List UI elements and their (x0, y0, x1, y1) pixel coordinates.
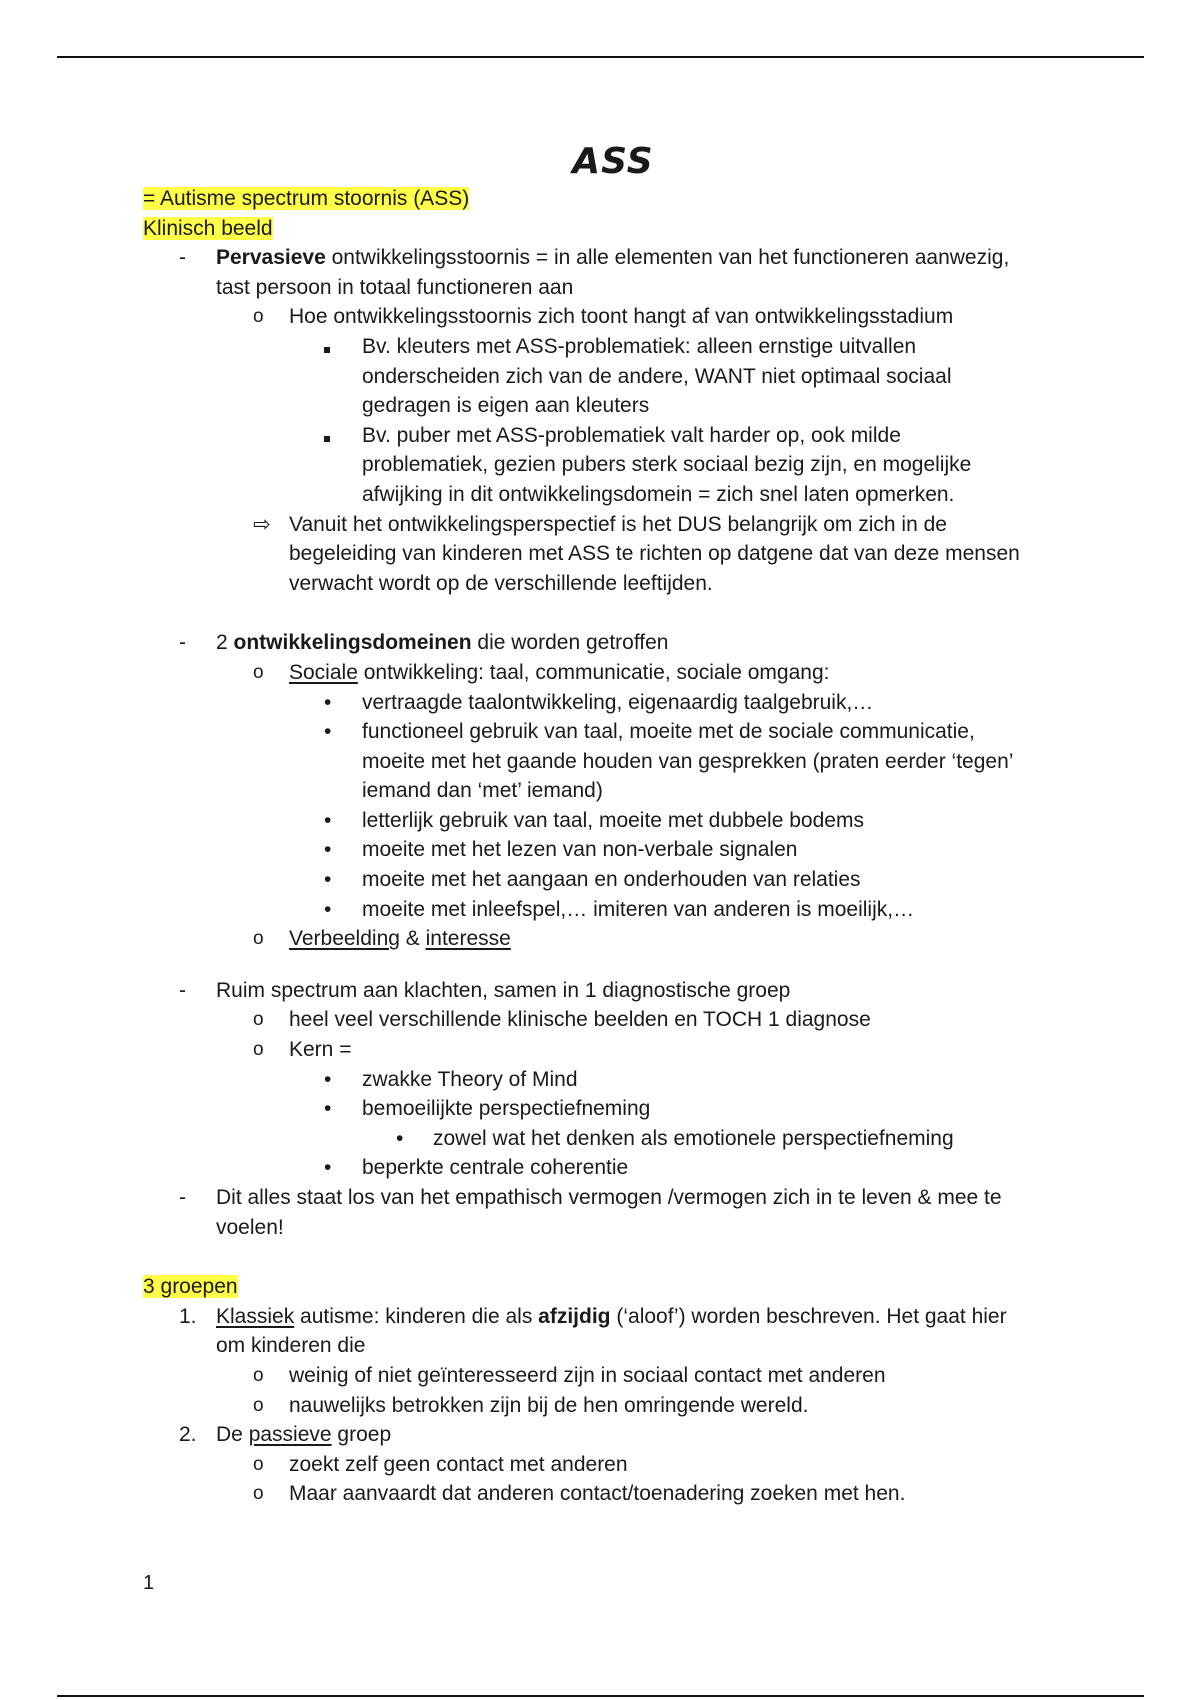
list-item: • functioneel gebruik van taal, moeite met de sociale communicatie, moeite met het gaande houden van gesprekken (praten eerder ‘tegen’ iemand dan ‘met’ iemand) (143, 717, 1063, 806)
bullet-icon: • (324, 1156, 332, 1180)
list-item: o Verbeelding & interesse (143, 924, 1063, 954)
list-item: • beperkte centrale coherentie (143, 1153, 1063, 1183)
list-item: o Maar aanvaardt dat anderen contact/toenadering zoeken met hen. (143, 1479, 1063, 1509)
definition-line: = Autisme spectrum stoornis (ASS) (143, 187, 470, 210)
list-item: - Pervasieve ontwikkelingsstoornis = in alle elementen van het functioneren aanwezig, (143, 243, 1063, 273)
bullet-icon: • (324, 1097, 332, 1121)
square-bullet-icon (324, 421, 330, 451)
list-item: • bemoeilijkte perspectiefneming (143, 1094, 1063, 1124)
circle-bullet-icon: o (253, 1364, 264, 1386)
list-item: o nauwelijks betrokken zijn bij de hen omringende wereld. (143, 1391, 1063, 1421)
section-heading-klinisch-beeld: Klinisch beeld (143, 216, 273, 240)
list-item: • zwakke Theory of Mind (143, 1065, 1063, 1095)
dash-marker: - (179, 246, 186, 270)
page-number: 1 (143, 1572, 155, 1594)
footer-rule (57, 1695, 1144, 1697)
list-item: o Sociale ontwikkeling: taal, communicatie, sociale omgang: (143, 658, 1063, 688)
numbered-item: 2. De passieve groep (179, 1423, 392, 1447)
square-bullet-icon (324, 332, 330, 362)
bullet-icon: • (324, 720, 332, 744)
section-heading-3-groepen: 3 groepen (143, 1275, 238, 1299)
bullet-icon: • (324, 690, 332, 714)
circle-bullet-icon: o (253, 1039, 264, 1061)
circle-bullet-icon: o (253, 928, 264, 950)
list-item: - 2 ontwikkelingsdomeinen die worden getroffen (143, 628, 1063, 658)
list-item: • moeite met het aangaan en onderhouden van relaties (143, 865, 1063, 895)
list-item: • vertraagde taalontwikkeling, eigenaardig taalgebruik,… (143, 688, 1063, 718)
list-item: - Dit alles staat los van het empathisch vermogen /vermogen zich in te leven & mee te voelen! (143, 1183, 1063, 1242)
list-item: • moeite met het lezen van non-verbale signalen (143, 835, 1063, 865)
document-body: ASS = Autisme spectrum stoornis (ASS) Klinisch beeld - Pervasieve ontwikkelingsstoornis = in alle elementen van het functioneren aanwezig, tast persoon in totaal functioneren aan o Hoe ontwikkelingsstoornis zich toont hangt af van ontwikkelingsstadium Bv. kleuters met ASS-problematiek: alleen ernstige uitvallen onderscheiden zich van de andere, WANT niet optimaal sociaal gedragen is eigen aan kleuters Bv. puber met ASS-problematiek valt harder op, ook milde problematiek, gezien pubers sterk sociaal bezig zijn, en mogelijke afwijking in dit ontwikkelingsdomein = zich snel laten opmerken. ⇨ Vanuit het ontwikkelingsperspectief is het DUS belangrijk om zich in de begeleiding van kinderen met ASS te richten op datgene dat van deze mensen verwacht wordt op de verschillende leeftijden. - 2 ontwikkelingsdomeinen die worden getroffen o Sociale ontwikkeling: taal, communicatie, sociale omgang: • vertraagde taalontwikkeling, eigenaardig taalgebruik,… • functioneel gebruik van taal, moeite met de sociale communicatie, moeite met het gaande houden van gesprekken (praten eerder ‘tegen’ iemand dan ‘met’ iemand) • letterlijk gebruik van taal, moeite met dubbele bodems • moeite met het lezen van non-verbale signalen • moeite met het aangaan en onderhouden van relaties • moeite met inleefspel,… imiteren van anderen is moeilijk,… o Verbeelding & interesse - Ruim spectrum aan klachten, samen in 1 diagnostische groep o heel veel verschillende klinische beelden en TOCH 1 diagnose o Kern = • zwakke Theory of Mind • bemoeilijkte perspectiefneming • zowel wat het denken als emotionele perspectiefneming • beperkte centrale coherentie - Dit alles staat los van het empathisch vermogen /vermogen zich in te leven & mee te voelen! 3 groepen 1. Klassiek autisme: kinderen die als afzijdig (‘aloof’) worden beschreven. Het gaat hier om kinderen die o weinig of niet geïnteresseerd zijn in sociaal contact met anderen o nauwelijks betrokken zijn bij de hen omringende wereld. 2. De passieve groep o zoekt zelf geen contact met anderen o Maar aanvaardt dat anderen contact/toenadering zoeken met hen. (143, 140, 1063, 1509)
circle-bullet-icon: o (253, 1394, 264, 1416)
list-item: o weinig of niet geïnteresseerd zijn in sociaal contact met anderen (143, 1361, 1063, 1391)
list-item: o Kern = (143, 1035, 1063, 1065)
list-item: • moeite met inleefspel,… imiteren van anderen is moeilijk,… (143, 895, 1063, 925)
bullet-icon: • (324, 868, 332, 892)
header-rule (57, 56, 1144, 58)
circle-bullet-icon: o (253, 1009, 264, 1031)
bullet-icon: • (324, 838, 332, 862)
bullet-icon: • (324, 897, 332, 921)
bullet-icon: • (324, 1067, 332, 1091)
list-item: - Ruim spectrum aan klachten, samen in 1 diagnostische groep (143, 976, 1063, 1006)
arrow-icon: ⇨ (253, 512, 271, 536)
list-item: • zowel wat het denken als emotionele perspectiefneming (143, 1124, 1063, 1154)
dash-marker: - (179, 978, 186, 1002)
page-title: ASS (572, 141, 654, 182)
bullet-icon: • (396, 1126, 404, 1150)
list-item: o heel veel verschillende klinische beelden en TOCH 1 diagnose (143, 1005, 1063, 1035)
list-item: • letterlijk gebruik van taal, moeite met dubbele bodems (143, 806, 1063, 836)
list-item: Bv. kleuters met ASS-problematiek: alleen ernstige uitvallen onderscheiden zich van de andere, WANT niet optimaal sociaal gedragen is eigen aan kleuters (143, 332, 1063, 421)
bullet-icon: • (324, 808, 332, 832)
list-item: o Hoe ontwikkelingsstoornis zich toont hangt af van ontwikkelingsstadium (143, 302, 1063, 332)
circle-bullet-icon: o (253, 661, 264, 683)
list-item: ⇨ Vanuit het ontwikkelingsperspectief is het DUS belangrijk om zich in de begeleiding van kinderen met ASS te richten op datgene dat van deze mensen verwacht wordt op de verschillende leeftijden. (143, 510, 1063, 599)
circle-bullet-icon: o (253, 306, 264, 328)
circle-bullet-icon: o (253, 1483, 264, 1505)
list-item: Bv. puber met ASS-problematiek valt harder op, ook milde problematiek, gezien pubers sterk sociaal bezig zijn, en mogelijke afwijking in dit ontwikkelingsdomein = zich snel laten opmerken. (143, 421, 1063, 510)
dash-marker: - (179, 1186, 186, 1209)
list-item: o zoekt zelf geen contact met anderen (143, 1450, 1063, 1480)
numbered-item: 1. Klassiek autisme: kinderen die als afzijdig (‘aloof’) worden beschreven. Het gaat hier (179, 1304, 1007, 1328)
circle-bullet-icon: o (253, 1453, 264, 1475)
dash-marker: - (179, 631, 186, 655)
